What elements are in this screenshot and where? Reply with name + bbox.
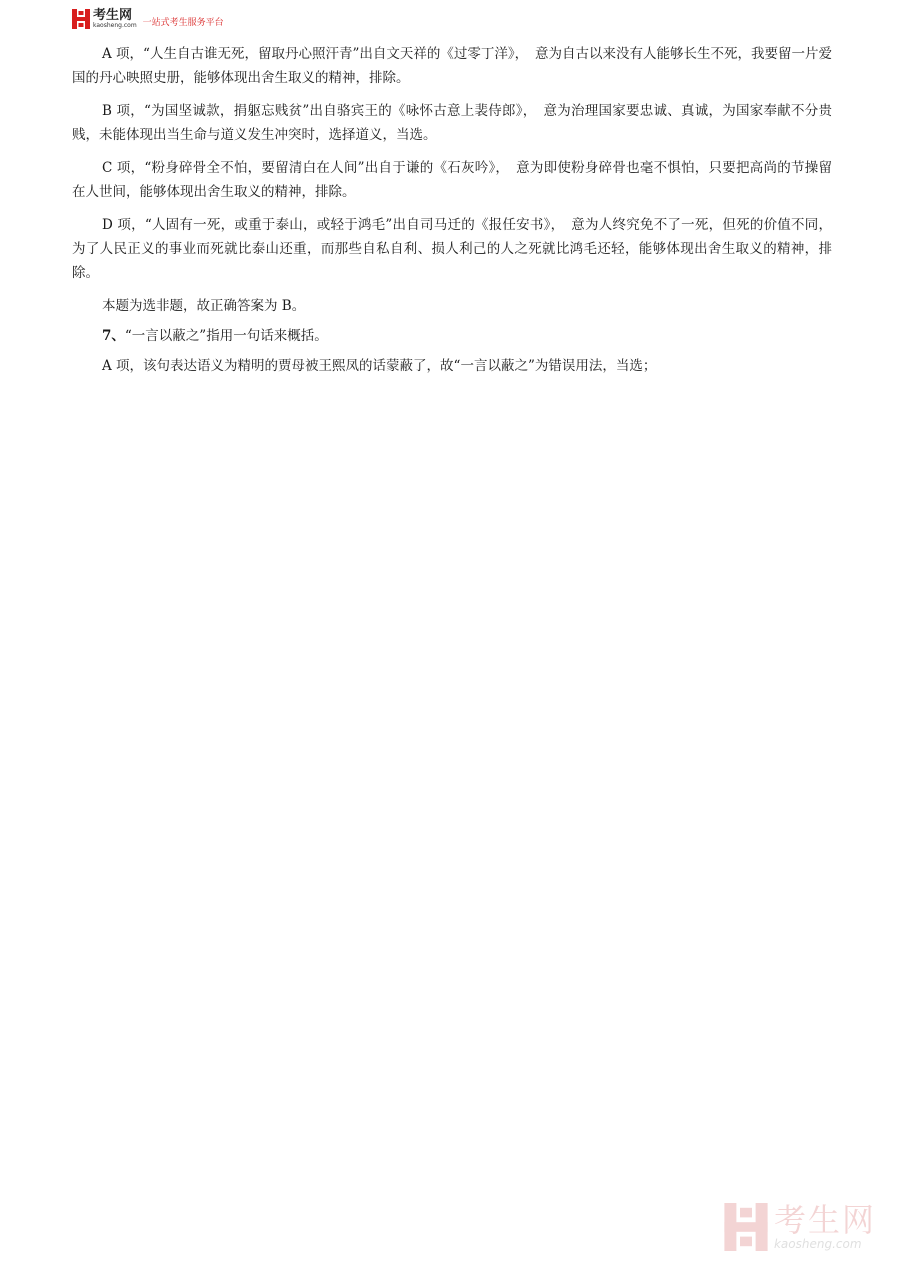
kaosheng-logo-icon (72, 9, 90, 29)
watermark-domain: kaosheng.com (773, 1237, 862, 1251)
document-body (72, 42, 832, 387)
watermark-name: 考生网 (773, 1201, 876, 1239)
kaosheng-watermark-icon (724, 1203, 768, 1251)
q7-option-a-paragraph: A 项，该句表达语义为精明的贾母被王熙凤的话蒙蔽了，故“一言以蔽之”为错误用法，当选； (102, 358, 657, 374)
logo-text (93, 9, 137, 29)
watermark (724, 1203, 876, 1251)
option-c-paragraph: C 项，“粉身碎骨全不怕，要留清白在人间”出自于谦的《石灰吟》， 意为即使粉身碎骨也毫不惧怕，只要把高尚的节操留在人世间，能够体现出舍生取义的精神，排除。 (72, 160, 832, 200)
option-b-paragraph: B 项，“为国坚诚款，捐躯忘贱贫”出自骆宾王的《咏怀古意上裴侍郎》， 意为治理国家要忠诚、真诚，为国家奉献不分贵贱，未能体现出当生命与道义发生冲突时，选择道义，当选。 (72, 103, 832, 143)
question-text: “一言以蔽之”指用一句话来概括。 (124, 328, 328, 344)
answer-paragraph: 本题为选非题，故正确答案为 B。 (102, 298, 306, 314)
question-number: 7、 (102, 328, 125, 344)
logo-name: 考生网 (93, 8, 133, 23)
option-a-paragraph: A 项，“人生自古谁无死，留取丹心照汗青”出自文天祥的《过零丁洋》， 意为自古以来没有人能够长生不死，我要留一片爱国的丹心映照史册，能够体现出舍生取义的精神，排除。 (72, 46, 832, 86)
question-7-heading (72, 324, 832, 348)
site-header (72, 8, 224, 30)
option-d-paragraph: D 项，“人固有一死，或重于泰山，或轻于鸿毛”出自司马迁的《报任安书》， 意为人终究免不了一死，但死的价值不同，为了人民正义的事业而死就比泰山还重，而那些自私自利、损人利己的人之死就比鸿毛还轻，能够体现出舍生取义的精神，排除。 (72, 217, 832, 281)
site-slogan: 一站式考生服务平台 (142, 17, 224, 28)
logo-domain: kaosheng.com (93, 22, 137, 29)
watermark-text (773, 1201, 876, 1251)
